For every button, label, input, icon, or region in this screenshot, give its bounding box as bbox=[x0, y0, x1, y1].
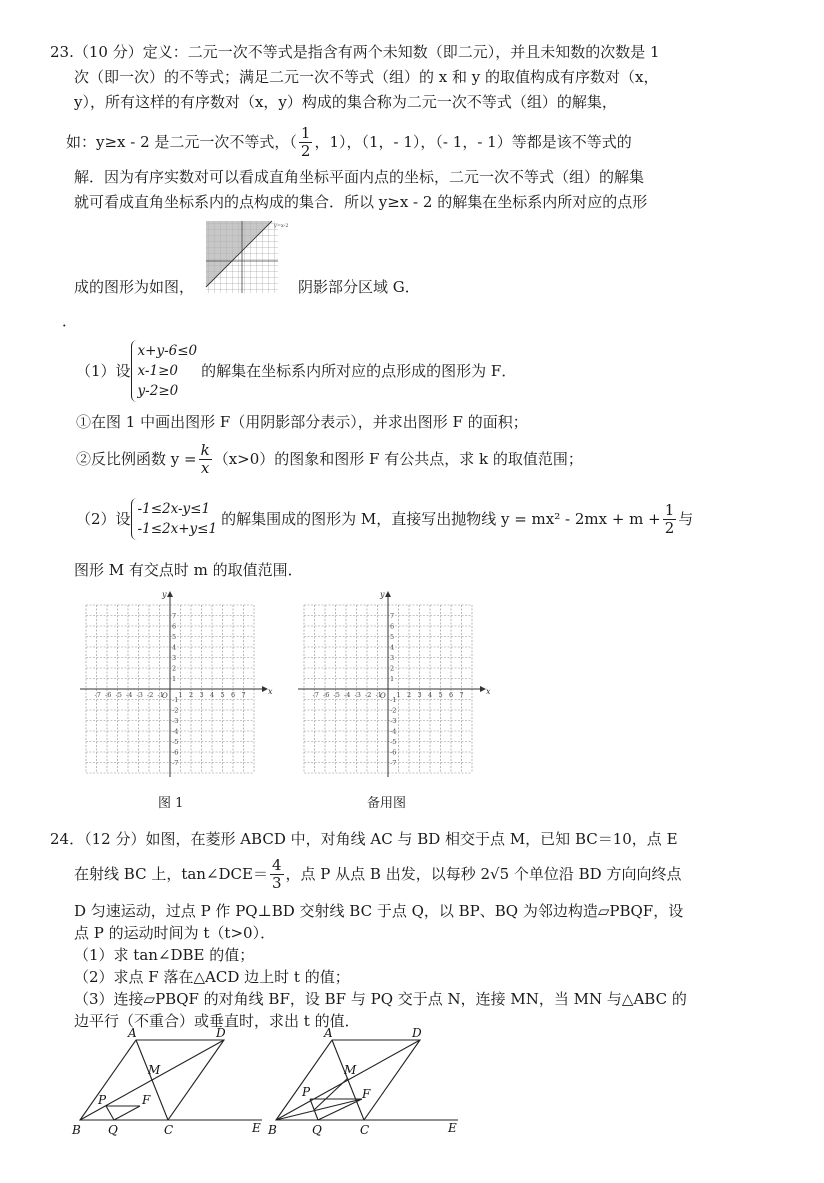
grid1-ytick: 5 bbox=[172, 633, 177, 641]
fig1-label-p: P bbox=[98, 1093, 107, 1107]
grid2-ytick: 5 bbox=[390, 633, 395, 641]
grid1-xtick: -1 bbox=[157, 691, 164, 699]
fig2-label-d: D bbox=[412, 1026, 422, 1040]
q24-line3: D 匀速运动，过点 P 作 PQ⊥BD 交射线 BC 于点 Q，以 BP、BQ 为邻边构造▱PBQF，设 bbox=[74, 902, 684, 920]
q23-x: x bbox=[200, 458, 210, 477]
mini-graph-label: y=x-2 bbox=[274, 223, 289, 229]
fig1-label-a: A bbox=[128, 1026, 137, 1040]
q23-part1-system bbox=[131, 340, 198, 402]
grid1-ytick: 1 bbox=[172, 675, 177, 683]
q24-sub1: （1）求 tan∠DBE 的值； bbox=[74, 946, 255, 964]
grid1-xtick: 1 bbox=[178, 691, 183, 699]
grid1-ytick: 4 bbox=[172, 643, 177, 652]
q23-part1-suffix: 的解集在坐标系内所对应的点形成的图形为 F． bbox=[201, 361, 517, 380]
q23-part2-end: 与 bbox=[678, 509, 694, 528]
grid2-ytick: 7 bbox=[390, 612, 395, 620]
q23-line7a: 成的图形为如图， bbox=[74, 278, 195, 296]
grid2-xtick: 7 bbox=[459, 691, 464, 699]
q23-part1-prefix: （1）设 bbox=[76, 361, 131, 380]
grid1-xtick: 2 bbox=[189, 691, 194, 699]
figure-1-coordinate-grid bbox=[80, 586, 290, 791]
grid1-ytick: 2 bbox=[172, 664, 177, 673]
q23-dot: ． bbox=[62, 312, 78, 330]
grid1-xtick: -2 bbox=[147, 691, 154, 699]
fig1-label-f: F bbox=[142, 1093, 151, 1107]
grid2-ytick: 6 bbox=[390, 622, 395, 631]
q23-line3: y），所有这样的有序数对（x，y）构成的集合称为二元一次不等式（组）的解集， bbox=[74, 93, 617, 111]
q23-line1: 23.（10 分）定义：二元一次不等式是指含有两个未知数（即二元），并且未知数的次数是 1 bbox=[50, 43, 660, 61]
grid1-ytick: -5 bbox=[172, 738, 179, 746]
grid2-xtick: 3 bbox=[417, 691, 422, 699]
q23-part2-mid: 的解集围成的图形为 M，直接写出抛物线 y = mx² - 2mx + m + bbox=[221, 509, 661, 528]
q23-part1-i: ①在图 1 中画出图形 F（用阴影部分表示），并求出图形 F 的面积； bbox=[76, 413, 528, 431]
grid2-ytick: 4 bbox=[390, 643, 395, 652]
fig1-label-q: Q bbox=[108, 1123, 118, 1137]
q24-sub2: （2）求点 F 落在△ACD 边上时 t 的值； bbox=[74, 968, 350, 986]
grid1-xtick: -3 bbox=[136, 691, 143, 699]
grid1-axis-y-label: y bbox=[162, 590, 167, 599]
q23-part2-system bbox=[131, 498, 218, 540]
grid1-ytick: -2 bbox=[172, 706, 179, 715]
grid1-xtick: 6 bbox=[231, 691, 236, 699]
q23-part2-line2: 图形 M 有交点时 m 的取值范围． bbox=[74, 561, 303, 579]
q23-part2-ineq1: -1≤2x-y≤1 bbox=[137, 501, 211, 517]
grid-caption-backup: 备用图 bbox=[367, 796, 407, 811]
fig2-label-m: M bbox=[344, 1063, 357, 1077]
backup-coordinate-grid bbox=[298, 586, 508, 791]
grid2-ytick: -2 bbox=[390, 706, 397, 715]
grid1-ytick: -6 bbox=[172, 748, 179, 757]
grid2-axis-y-label: y bbox=[380, 590, 385, 599]
fig2-label-e: E bbox=[448, 1121, 457, 1135]
q23-k: k bbox=[200, 440, 210, 459]
q23-part1 bbox=[76, 338, 516, 404]
q23-line5: 解．因为有序实数对可以看成直角坐标平面内点的坐标，二元一次不等式（组）的解集 bbox=[74, 168, 645, 186]
grid1-xtick: 4 bbox=[210, 691, 215, 699]
grid2-ytick: -4 bbox=[390, 727, 397, 736]
q23-part1-ii-b: （x>0）的图象和图形 F 有公共点，求 k 的取值范围； bbox=[213, 449, 583, 468]
q24-line2a: 在射线 BC 上，tan∠DCE＝ bbox=[74, 864, 268, 883]
q23-part2 bbox=[76, 497, 693, 541]
q23-half-den: 2 bbox=[300, 141, 311, 160]
fig2-label-q: Q bbox=[312, 1123, 322, 1137]
grid1-ytick: 6 bbox=[172, 622, 177, 631]
q23-part1-ineq3: y-2≥0 bbox=[137, 383, 179, 399]
q23-half-num: 1 bbox=[300, 123, 311, 142]
grid2-ytick: 2 bbox=[390, 664, 395, 673]
grid1-ytick: 3 bbox=[172, 654, 177, 662]
q24-fraction bbox=[270, 855, 284, 892]
q23-part1-ii bbox=[76, 437, 583, 481]
q24-line4: 点 P 的运动时间为 t（t>0）． bbox=[74, 924, 276, 942]
grid2-xtick: 1 bbox=[396, 691, 401, 699]
grid2-origin-label: O bbox=[380, 692, 386, 700]
q24-sub3b: 边平行（不重合）或垂直时，求出 t 的值． bbox=[74, 1012, 360, 1030]
grid1-axis-x-label: x bbox=[268, 687, 273, 696]
grid2-ytick: -6 bbox=[390, 748, 397, 757]
rhombus-figure-1 bbox=[66, 1028, 266, 1140]
q23-line4b: ，1），（1，- 1），（- 1，- 1）等都是该不等式的 bbox=[314, 132, 632, 151]
region-g-mini-graph bbox=[202, 217, 289, 297]
grid1-xtick: 5 bbox=[220, 691, 225, 699]
grid2-xtick: -3 bbox=[354, 691, 361, 699]
grid1-xtick: -4 bbox=[126, 691, 133, 699]
q23-part2-prefix: （2）设 bbox=[76, 509, 131, 528]
fig2-label-p: P bbox=[302, 1085, 311, 1099]
grid2-xtick: -6 bbox=[323, 691, 330, 699]
grid1-origin-label: O bbox=[162, 692, 168, 700]
q23-line4a: 如：y≥x - 2 是二元一次不等式，（ bbox=[66, 132, 297, 151]
grid2-xtick: 4 bbox=[428, 691, 433, 699]
fig1-label-b: B bbox=[72, 1123, 81, 1137]
grid2-xtick: -1 bbox=[375, 691, 382, 699]
grid1-xtick: 3 bbox=[199, 691, 204, 699]
q23-part1-ii-a: ②反比例函数 y = bbox=[76, 449, 197, 468]
grid1-ytick: -1 bbox=[172, 696, 179, 704]
q23-k-over-x bbox=[199, 440, 212, 477]
q24-sub3a: （3）连接▱PBQF 的对角线 BF，设 BF 与 PQ 交于点 N，连接 MN，当 MN 与△ABC 的 bbox=[74, 990, 687, 1008]
grid2-xtick: -4 bbox=[344, 691, 351, 699]
grid2-ytick: 1 bbox=[390, 675, 395, 683]
q23-part2-fraction bbox=[663, 500, 677, 537]
q23-line6: 就可看成直角坐标系内的点构成的集合．所以 y≥x - 2 的解集在坐标系内所对应的点形 bbox=[74, 193, 648, 211]
grid1-xtick: 7 bbox=[241, 691, 246, 699]
grid2-ytick: -1 bbox=[390, 696, 397, 704]
q24-line2 bbox=[74, 852, 681, 896]
fig1-label-d: D bbox=[216, 1026, 226, 1040]
fig1-label-e: E bbox=[252, 1121, 261, 1135]
q23-part2-num: 1 bbox=[664, 500, 675, 519]
grid1-xtick: -7 bbox=[94, 691, 101, 699]
fig1-label-m: M bbox=[148, 1063, 161, 1077]
grid1-xtick: -6 bbox=[105, 691, 112, 699]
q23-part2-ineq2: -1≤2x+y≤1 bbox=[137, 521, 218, 537]
grid1-ytick: -3 bbox=[172, 717, 179, 725]
grid2-ytick: -5 bbox=[390, 738, 397, 746]
grid2-xtick: -7 bbox=[312, 691, 319, 699]
q23-line2: 次（即一次）的不等式；满足二元一次不等式（组）的 x 和 y 的取值构成有序数对（x， bbox=[74, 68, 659, 86]
grid2-xtick: 5 bbox=[438, 691, 443, 699]
q24-frac-den: 3 bbox=[271, 873, 282, 892]
grid2-ytick: 3 bbox=[390, 654, 395, 662]
grid-caption-figure1: 图 1 bbox=[158, 796, 184, 811]
grid2-ytick: -3 bbox=[390, 717, 397, 725]
q24-line2b: ，点 P 从点 B 出发，以每秒 2√5 个单位沿 BD 方向向终点 bbox=[285, 864, 682, 883]
q23-part2-den: 2 bbox=[664, 518, 675, 537]
fig1-label-c: C bbox=[164, 1123, 174, 1137]
grid2-ytick: -7 bbox=[390, 759, 397, 767]
grid2-xtick: 2 bbox=[407, 691, 412, 699]
grid2-xtick: -5 bbox=[333, 691, 340, 699]
grid1-ytick: -7 bbox=[172, 759, 179, 767]
fig2-label-a: A bbox=[324, 1026, 333, 1040]
fig2-label-c: C bbox=[360, 1123, 370, 1137]
q23-part1-ineq1: x+y-6≤0 bbox=[137, 343, 198, 359]
grid1-ytick: -4 bbox=[172, 727, 179, 736]
q23-part1-ineq2: x-1≥0 bbox=[137, 363, 178, 379]
grid1-xtick: -5 bbox=[115, 691, 122, 699]
fig2-label-f: F bbox=[362, 1087, 371, 1101]
grid2-axis-x-label: x bbox=[486, 687, 491, 696]
grid1-ytick: 7 bbox=[172, 612, 177, 620]
q23-line7b: 阴影部分区域 G． bbox=[298, 278, 420, 296]
q24-line1: 24．（12 分）如图，在菱形 ABCD 中，对角线 AC 与 BD 相交于点 M，已知 BC＝10，点 E bbox=[50, 830, 678, 848]
q24-frac-num: 4 bbox=[271, 855, 282, 874]
rhombus-figure-2 bbox=[262, 1028, 462, 1140]
q23-half-fraction bbox=[299, 123, 313, 160]
q23-line4 bbox=[66, 120, 632, 164]
fig2-label-b: B bbox=[268, 1123, 277, 1137]
grid2-xtick: -2 bbox=[365, 691, 372, 699]
grid2-xtick: 6 bbox=[449, 691, 454, 699]
